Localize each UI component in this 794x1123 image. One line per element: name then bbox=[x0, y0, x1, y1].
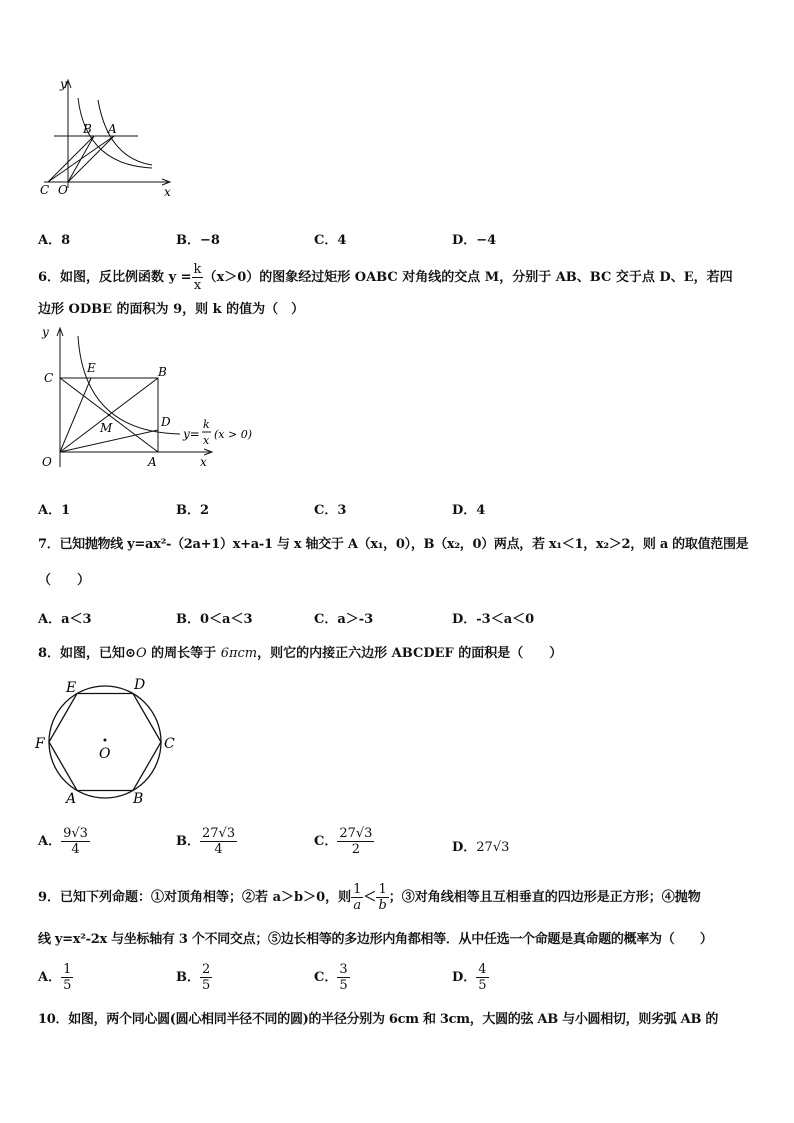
fig8-label-o: O bbox=[99, 746, 111, 762]
fig5-label-y: y bbox=[60, 77, 67, 91]
q9-f1-num: 1 bbox=[353, 882, 362, 897]
q6-frac-den: x bbox=[193, 278, 202, 293]
fig8-label-c: C bbox=[164, 736, 175, 752]
q9-stem bbox=[38, 880, 701, 916]
q6-option-b[interactable]: B．2 bbox=[176, 503, 210, 518]
fig8-label-d: D bbox=[134, 677, 146, 693]
fig8-label-b: B bbox=[133, 791, 144, 807]
q9-f2-num: 1 bbox=[376, 882, 388, 898]
fig5-label-o: O bbox=[58, 183, 68, 197]
q7-option-d[interactable]: D．-3＜a＜0 bbox=[452, 612, 535, 627]
q10-stem-line1: 10．如图，两个同心圆(圆心相同半径不同的圆)的半径分别为 6cm 和 3cm，大圆的弦 AB 与小圆相切，则劣弧 AB 的 bbox=[38, 1012, 719, 1027]
q9-b-num: 2 bbox=[202, 962, 211, 977]
q9-option-a-frac bbox=[61, 962, 73, 993]
q9-option-d-frac bbox=[476, 962, 488, 993]
q5-option-b[interactable]: B．−8 bbox=[176, 233, 220, 248]
q9-option-c-frac bbox=[337, 962, 349, 993]
q6-option-d[interactable]: D．4 bbox=[452, 503, 486, 518]
fig5-label-x: x bbox=[164, 185, 171, 199]
q8-option-d[interactable] bbox=[452, 836, 509, 855]
q8-stem-pre: 8．如图，已知⊙ bbox=[38, 646, 136, 661]
q7-option-a[interactable]: A．a＜3 bbox=[38, 612, 92, 627]
fig8-label-e: E bbox=[66, 680, 77, 696]
q8-c-den: 2 bbox=[351, 842, 361, 857]
q8-b-num: 27√3 bbox=[202, 826, 236, 841]
q9-f2-den: b bbox=[378, 898, 387, 913]
q8-stem-mid: 的周长等于 bbox=[146, 646, 221, 661]
fig6-label-a: A bbox=[148, 455, 157, 469]
q6-stem bbox=[38, 262, 733, 293]
q7-option-b[interactable]: B．0＜a＜3 bbox=[176, 612, 253, 627]
q5-option-d[interactable]: D．−4 bbox=[452, 233, 497, 248]
q9-lt: ＜ bbox=[363, 890, 377, 905]
q8-option-a[interactable] bbox=[38, 826, 90, 857]
q8-option-a-prefix: A． bbox=[38, 834, 62, 849]
q9-c-den: 5 bbox=[339, 978, 348, 993]
q9-option-d[interactable] bbox=[452, 962, 489, 993]
q6-stem-post: （x＞0）的图象经过矩形 OABC 对角线的交点 M，分别于 AB、BC 交于点 D、E，若四 bbox=[203, 270, 733, 285]
q9-b-den: 5 bbox=[202, 978, 211, 993]
fig6-cond: (x > 0) bbox=[214, 428, 252, 441]
fig5-label-b: B bbox=[83, 122, 92, 136]
q9-d-num: 4 bbox=[478, 962, 487, 977]
q8-c-num: 27√3 bbox=[339, 826, 373, 841]
fig6-label-c: C bbox=[44, 371, 54, 385]
q6-stem-line2: 边形 ODBE 的面积为 9，则 k 的值为（ ） bbox=[38, 302, 305, 317]
q9-frac-2 bbox=[376, 882, 388, 913]
q9-stem-line2: 线 y=x²-2x 与坐标轴有 3 个不同交点；⑤边长相等的多边形内角都相等．从中任选一个命题是真命题的概率为（ ） bbox=[38, 932, 713, 947]
q8-stem-o: O bbox=[135, 646, 147, 661]
q9-frac-1 bbox=[351, 882, 363, 913]
q8-option-b[interactable] bbox=[176, 826, 237, 857]
fig6-label-e: E bbox=[87, 361, 96, 375]
fig8-label-a: A bbox=[66, 791, 77, 807]
q6-option-a[interactable]: A．1 bbox=[38, 503, 71, 518]
q6-fraction bbox=[192, 262, 204, 293]
q9-option-b-frac bbox=[200, 962, 212, 993]
q9-c-num: 3 bbox=[339, 962, 348, 977]
q6-frac-num: k bbox=[193, 262, 202, 277]
q9-option-c-prefix: C． bbox=[314, 970, 338, 985]
q8-option-a-frac bbox=[61, 826, 90, 857]
q8-option-d-prefix: D． bbox=[452, 840, 477, 855]
fig5-label-c: C bbox=[40, 183, 50, 197]
fig6-xden: x bbox=[203, 434, 210, 447]
q9-option-a-prefix: A． bbox=[38, 970, 62, 985]
fig6-label-y: y bbox=[42, 325, 49, 339]
q9-stem-post: ；③对角线相等且互相垂直的四边形是正方形；④抛物 bbox=[388, 890, 701, 905]
q8-option-b-prefix: B． bbox=[176, 834, 200, 849]
q6-stem-pre: 6．如图，反比例函数 y = bbox=[38, 270, 192, 285]
q5-option-c[interactable]: C．4 bbox=[314, 233, 347, 248]
q8-a-num: 9√3 bbox=[63, 826, 88, 841]
fig6-k: k bbox=[203, 418, 210, 431]
q9-f1-den: a bbox=[353, 898, 362, 913]
q8-option-c-prefix: C． bbox=[314, 834, 338, 849]
fig6-label-d: D bbox=[161, 415, 171, 429]
q9-option-d-prefix: D． bbox=[452, 970, 477, 985]
fig6-eq: y= bbox=[183, 427, 200, 441]
q9-stem-pre: 9．已知下列命题：①对顶角相等；②若 a＞b＞0，则 bbox=[38, 890, 352, 905]
q8-stem bbox=[38, 644, 562, 664]
fig8-label-f: F bbox=[35, 736, 45, 752]
q8-option-c[interactable] bbox=[314, 826, 374, 857]
q5-figure bbox=[30, 70, 190, 200]
q7-option-c[interactable]: C．a＞-3 bbox=[314, 612, 374, 627]
q8-option-b-frac bbox=[200, 826, 237, 857]
q8-option-c-frac bbox=[337, 826, 374, 857]
q9-option-b[interactable] bbox=[176, 962, 212, 993]
q7-stem-line1: 7．已知抛物线 y=ax²-（2a+1）x+a-1 与 x 轴交于 A（x₁，0），B（x₂，0）两点，若 x₁＜1，x₂＞2，则 a 的取值范围是 bbox=[38, 537, 749, 552]
q8-stem-post: ，则它的内接正六边形 ABCDEF 的面积是（ ） bbox=[257, 646, 563, 661]
q8-figure bbox=[32, 672, 182, 812]
fig6-label-x: x bbox=[200, 455, 207, 469]
q9-option-a[interactable] bbox=[38, 962, 73, 993]
q6-figure bbox=[30, 322, 270, 472]
q8-b-den: 4 bbox=[214, 842, 223, 857]
q7-stem-line2: （ ） bbox=[38, 573, 91, 588]
fig5-label-a: A bbox=[108, 122, 117, 136]
fig6-label-o: O bbox=[42, 455, 52, 469]
q5-option-a[interactable]: A．8 bbox=[38, 233, 71, 248]
q8-stem-expr: 6πcm bbox=[220, 646, 258, 661]
q8-a-den: 4 bbox=[71, 842, 80, 857]
q9-option-c[interactable] bbox=[314, 962, 350, 993]
q8-option-d-value: 27√3 bbox=[476, 840, 510, 855]
q9-d-den: 5 bbox=[478, 978, 487, 993]
q9-option-b-prefix: B． bbox=[176, 970, 200, 985]
q6-option-c[interactable]: C．3 bbox=[314, 503, 347, 518]
q9-a-num: 1 bbox=[63, 962, 72, 977]
fig6-label-m: M bbox=[100, 421, 113, 435]
fig6-label-b: B bbox=[158, 365, 167, 379]
q9-a-den: 5 bbox=[63, 978, 72, 993]
